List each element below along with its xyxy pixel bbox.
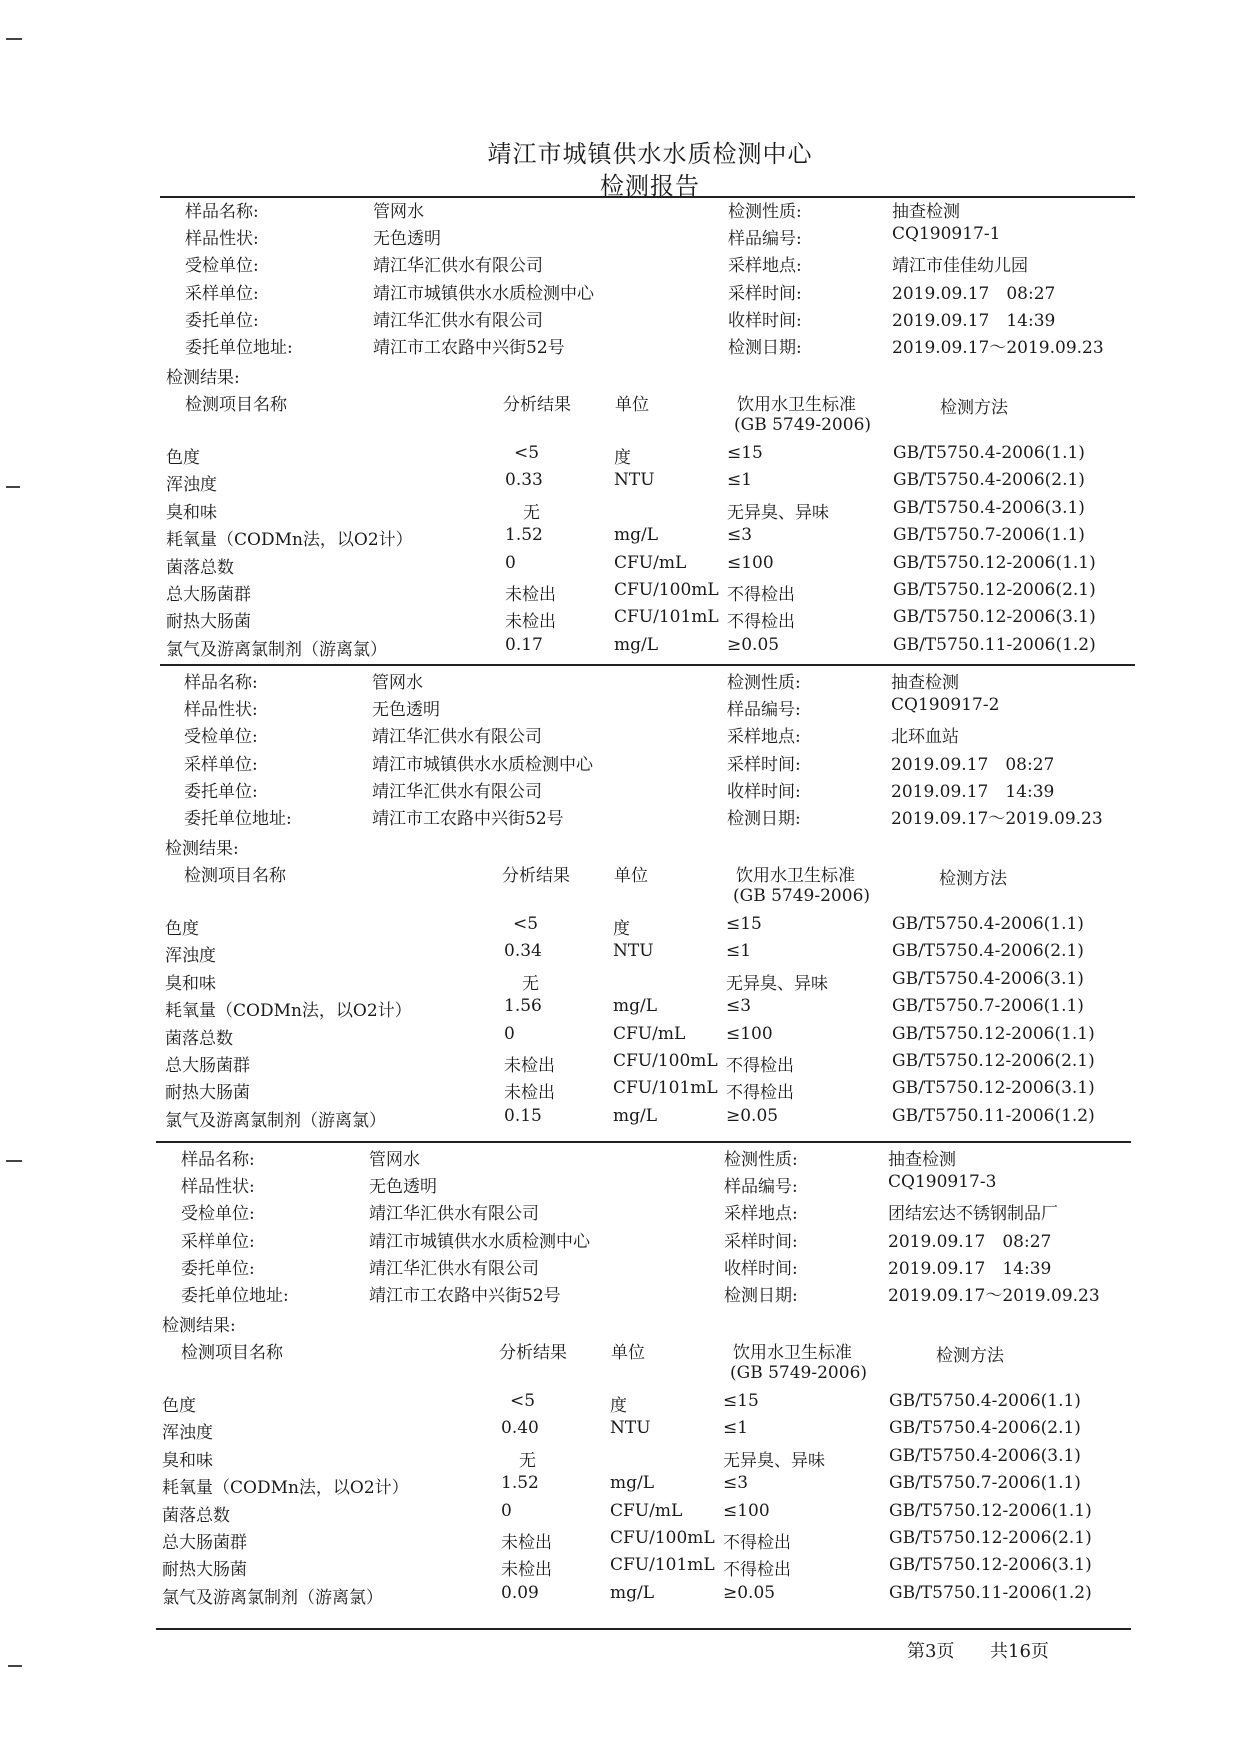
unit-value: CFU/101mL <box>614 607 719 627</box>
client-unit-label: 委托单位: <box>181 1259 255 1279</box>
result-value: 未检出 <box>501 1560 552 1580</box>
inspected-unit-label: 受检单位: <box>184 727 258 747</box>
result-value: 0.40 <box>501 1418 539 1438</box>
item-name: 氯气及游离氯制剂（游离氯） <box>166 640 387 660</box>
method-value: GB/T5750.4-2006(2.1) <box>892 941 1084 961</box>
method-value: GB/T5750.12-2006(1.1) <box>889 1501 1092 1521</box>
col-standard-ref: (GB 5749-2006) <box>733 886 871 906</box>
result-value: 0 <box>501 1501 512 1521</box>
standard-value: 无异臭、异味 <box>723 1451 825 1471</box>
result-row <box>0 941 1239 967</box>
results-label: 检测结果: <box>165 839 239 859</box>
item-name: 耗氧量（CODMn法，以O2计） <box>166 530 413 550</box>
inspected-unit-value: 靖江华汇供水有限公司 <box>373 256 543 276</box>
item-name: 总大肠菌群 <box>162 1533 247 1553</box>
method-value: GB/T5750.4-2006(3.1) <box>893 498 1085 518</box>
client-address-label: 委托单位地址: <box>184 809 292 829</box>
org-title: 靖江市城镇供水水质检测中心 <box>487 140 813 168</box>
col-item-header: 检测项目名称 <box>181 1343 283 1363</box>
sample-props-value: 无色透明 <box>373 229 441 249</box>
unit-value: 度 <box>614 448 631 468</box>
sample-section <box>0 668 1239 1138</box>
sample-name-value: 管网水 <box>372 673 423 693</box>
standard-value: 不得检出 <box>727 612 795 632</box>
item-name: 浑浊度 <box>165 946 216 966</box>
unit-value: CFU/101mL <box>613 1078 718 1098</box>
sampling-site-value: 靖江市佳佳幼儿园 <box>892 256 1028 276</box>
result-value: 1.52 <box>505 525 543 545</box>
sample-section <box>0 1145 1236 1615</box>
sample-name-label: 样品名称: <box>185 202 259 222</box>
result-row <box>0 1555 1236 1581</box>
sample-no-label: 样品编号: <box>727 700 801 720</box>
col-standard-header: 饮用水卫生标准 <box>737 395 856 415</box>
standard-value: 不得检出 <box>727 585 795 605</box>
scan-mark <box>6 486 20 488</box>
unit-value: mg/L <box>614 525 659 545</box>
item-name: 菌落总数 <box>162 1506 230 1526</box>
sample-name-value: 管网水 <box>369 1150 420 1170</box>
page-number: 第3页 <box>907 1641 955 1662</box>
unit-value: CFU/100mL <box>614 580 719 600</box>
method-value: GB/T5750.12-2006(1.1) <box>892 1024 1095 1044</box>
unit-value: CFU/100mL <box>613 1051 718 1071</box>
sampling-time-value: 2019.09.17 08:27 <box>888 1232 1052 1252</box>
result-row <box>0 1391 1236 1417</box>
standard-value: 无异臭、异味 <box>726 974 828 994</box>
sampling-site-label: 采样地点: <box>728 256 802 276</box>
result-row <box>0 1446 1236 1472</box>
unit-value: mg/L <box>613 996 658 1016</box>
method-value: GB/T5750.11-2006(1.2) <box>889 1583 1092 1603</box>
result-row <box>0 1106 1239 1132</box>
standard-value: 无异臭、异味 <box>727 503 829 523</box>
method-value: GB/T5750.12-2006(2.1) <box>893 580 1096 600</box>
test-type-label: 检测性质: <box>728 202 802 222</box>
unit-value: NTU <box>614 470 655 490</box>
receive-time-value: 2019.09.17 14:39 <box>891 782 1055 802</box>
col-item-header: 检测项目名称 <box>184 866 286 886</box>
col-standard-header: 饮用水卫生标准 <box>733 1343 852 1363</box>
method-value: GB/T5750.4-2006(3.1) <box>892 969 1084 989</box>
method-value: GB/T5750.4-2006(1.1) <box>892 914 1084 934</box>
client-address-label: 委托单位地址: <box>185 338 293 358</box>
result-value: 无 <box>523 503 540 523</box>
sampling-time-value: 2019.09.17 08:27 <box>892 284 1056 304</box>
result-row <box>0 1051 1239 1077</box>
col-unit-header: 单位 <box>614 866 648 886</box>
inspected-unit-value: 靖江华汇供水有限公司 <box>369 1204 539 1224</box>
sampling-time-value: 2019.09.17 08:27 <box>891 755 1055 775</box>
sampling-unit-value: 靖江市城镇供水水质检测中心 <box>369 1232 590 1252</box>
unit-value: mg/L <box>610 1473 655 1493</box>
method-value: GB/T5750.4-2006(1.1) <box>889 1391 1081 1411</box>
method-value: GB/T5750.4-2006(3.1) <box>889 1446 1081 1466</box>
receive-time-label: 收样时间: <box>727 782 801 802</box>
col-item-header: 检测项目名称 <box>185 395 287 415</box>
scan-mark <box>8 1665 22 1667</box>
col-standard-ref: (GB 5749-2006) <box>734 415 872 435</box>
col-standard-ref: (GB 5749-2006) <box>730 1363 868 1383</box>
section-divider-2 <box>156 1141 1131 1143</box>
sample-props-label: 样品性状: <box>185 229 259 249</box>
inspected-unit-label: 受检单位: <box>181 1204 255 1224</box>
method-value: GB/T5750.12-2006(2.1) <box>889 1528 1092 1548</box>
result-row <box>0 1501 1236 1527</box>
result-row <box>0 498 1240 524</box>
result-value: 0.15 <box>504 1106 542 1126</box>
standard-value: ≤15 <box>723 1391 759 1411</box>
standard-value: ≥0.05 <box>723 1583 776 1603</box>
result-value: 1.56 <box>504 996 542 1016</box>
receive-time-label: 收样时间: <box>724 1259 798 1279</box>
result-row <box>0 525 1240 551</box>
client-address-value: 靖江市工农路中兴街52号 <box>373 338 565 358</box>
standard-value: 不得检出 <box>723 1560 791 1580</box>
unit-value: mg/L <box>614 635 659 655</box>
sampling-site-value: 北环血站 <box>891 727 959 747</box>
result-value: 0.17 <box>505 635 543 655</box>
result-row <box>0 1024 1239 1050</box>
standard-value: 不得检出 <box>726 1083 794 1103</box>
sample-name-label: 样品名称: <box>184 673 258 693</box>
result-row <box>0 1418 1236 1444</box>
sampling-site-label: 采样地点: <box>724 1204 798 1224</box>
page-total: 共16页 <box>990 1641 1049 1662</box>
item-name: 色度 <box>162 1396 196 1416</box>
unit-value: CFU/mL <box>613 1024 686 1044</box>
standard-value: ≤1 <box>723 1418 749 1438</box>
test-date-value: 2019.09.17～2019.09.23 <box>891 809 1103 829</box>
item-name: 耗氧量（CODMn法，以O2计） <box>162 1478 409 1498</box>
results-label: 检测结果: <box>166 368 240 388</box>
standard-value: ≤100 <box>727 553 774 573</box>
unit-value: mg/L <box>610 1583 655 1603</box>
sampling-unit-label: 采样单位: <box>185 284 259 304</box>
col-standard-header: 饮用水卫生标准 <box>736 866 855 886</box>
item-name: 菌落总数 <box>166 558 234 578</box>
result-row <box>0 1473 1236 1499</box>
unit-value: 度 <box>610 1396 627 1416</box>
item-name: 浑浊度 <box>166 475 217 495</box>
sampling-unit-value: 靖江市城镇供水水质检测中心 <box>372 755 593 775</box>
test-date-label: 检测日期: <box>724 1286 798 1306</box>
item-name: 耐热大肠菌 <box>166 612 251 632</box>
result-value: 1.52 <box>501 1473 539 1493</box>
standard-value: ≥0.05 <box>726 1106 779 1126</box>
client-unit-label: 委托单位: <box>184 782 258 802</box>
test-date-label: 检测日期: <box>728 338 802 358</box>
sampling-time-label: 采样时间: <box>724 1232 798 1252</box>
test-type-value: 抽查检测 <box>888 1150 956 1170</box>
client-address-label: 委托单位地址: <box>181 1286 289 1306</box>
method-value: GB/T5750.12-2006(3.1) <box>889 1555 1092 1575</box>
item-name: 耐热大肠菌 <box>162 1560 247 1580</box>
method-value: GB/T5750.11-2006(1.2) <box>893 635 1096 655</box>
col-method-header: 检测方法 <box>936 1346 1004 1366</box>
method-value: GB/T5750.11-2006(1.2) <box>892 1106 1095 1126</box>
sample-section <box>0 197 1240 667</box>
result-row <box>0 914 1239 940</box>
method-value: GB/T5750.7-2006(1.1) <box>893 525 1085 545</box>
client-address-value: 靖江市工农路中兴街52号 <box>372 809 564 829</box>
method-value: GB/T5750.7-2006(1.1) <box>889 1473 1081 1493</box>
sample-no-label: 样品编号: <box>724 1177 798 1197</box>
col-method-header: 检测方法 <box>939 869 1007 889</box>
result-value: <5 <box>514 443 540 463</box>
item-name: 氯气及游离氯制剂（游离氯） <box>162 1588 383 1608</box>
sample-name-label: 样品名称: <box>181 1150 255 1170</box>
standard-value: ≤15 <box>726 914 762 934</box>
sample-no-value: CQ190917-3 <box>888 1172 997 1192</box>
item-name: 臭和味 <box>162 1451 213 1471</box>
test-type-label: 检测性质: <box>727 673 801 693</box>
method-value: GB/T5750.7-2006(1.1) <box>892 996 1084 1016</box>
unit-value: CFU/mL <box>610 1501 683 1521</box>
item-name: 臭和味 <box>166 503 217 523</box>
result-value: <5 <box>510 1391 536 1411</box>
result-value: 未检出 <box>504 1056 555 1076</box>
sampling-time-label: 采样时间: <box>727 755 801 775</box>
standard-value: ≤1 <box>727 470 753 490</box>
standard-value: ≤100 <box>726 1024 773 1044</box>
unit-value: NTU <box>613 941 654 961</box>
test-date-value: 2019.09.17～2019.09.23 <box>888 1286 1100 1306</box>
inspected-unit-value: 靖江华汇供水有限公司 <box>372 727 542 747</box>
receive-time-value: 2019.09.17 14:39 <box>892 311 1056 331</box>
result-row <box>0 635 1240 661</box>
unit-value: CFU/100mL <box>610 1528 715 1548</box>
item-name: 耐热大肠菌 <box>165 1083 250 1103</box>
result-value: 0 <box>504 1024 515 1044</box>
result-row <box>0 470 1240 496</box>
result-value: <5 <box>513 914 539 934</box>
sample-name-value: 管网水 <box>373 202 424 222</box>
result-value: 无 <box>519 1451 536 1471</box>
item-name: 浑浊度 <box>162 1423 213 1443</box>
sampling-time-label: 采样时间: <box>728 284 802 304</box>
test-type-label: 检测性质: <box>724 1150 798 1170</box>
client-unit-label: 委托单位: <box>185 311 259 331</box>
sample-props-label: 样品性状: <box>184 700 258 720</box>
sampling-site-label: 采样地点: <box>727 727 801 747</box>
standard-value: 不得检出 <box>723 1533 791 1553</box>
sample-props-value: 无色透明 <box>372 700 440 720</box>
result-value: 0 <box>505 553 516 573</box>
standard-value: 不得检出 <box>726 1056 794 1076</box>
col-result-header: 分析结果 <box>503 395 571 415</box>
unit-value: CFU/101mL <box>610 1555 715 1575</box>
inspected-unit-label: 受检单位: <box>185 256 259 276</box>
col-unit-header: 单位 <box>615 395 649 415</box>
item-name: 总大肠菌群 <box>165 1056 250 1076</box>
col-unit-header: 单位 <box>611 1343 645 1363</box>
item-name: 臭和味 <box>165 974 216 994</box>
result-row <box>0 607 1240 633</box>
unit-value: NTU <box>610 1418 651 1438</box>
sample-props-value: 无色透明 <box>369 1177 437 1197</box>
client-unit-value: 靖江华汇供水有限公司 <box>369 1259 539 1279</box>
result-value: 0.34 <box>504 941 542 961</box>
result-value: 0.09 <box>501 1583 539 1603</box>
result-row <box>0 996 1239 1022</box>
col-result-header: 分析结果 <box>502 866 570 886</box>
result-row <box>0 443 1240 469</box>
test-type-value: 抽查检测 <box>891 673 959 693</box>
method-value: GB/T5750.4-2006(2.1) <box>889 1418 1081 1438</box>
client-unit-value: 靖江华汇供水有限公司 <box>372 782 542 802</box>
standard-value: ≤3 <box>727 525 753 545</box>
method-value: GB/T5750.12-2006(1.1) <box>893 553 1096 573</box>
sample-no-value: CQ190917-1 <box>892 224 1001 244</box>
sample-no-value: CQ190917-2 <box>891 695 1000 715</box>
result-value: 未检出 <box>501 1533 552 1553</box>
col-result-header: 分析结果 <box>499 1343 567 1363</box>
method-value: GB/T5750.12-2006(3.1) <box>892 1078 1095 1098</box>
result-row <box>0 969 1239 995</box>
unit-value: 度 <box>613 919 630 939</box>
item-name: 色度 <box>165 919 199 939</box>
result-value: 无 <box>522 974 539 994</box>
standard-value: ≤3 <box>726 996 752 1016</box>
result-row <box>0 1583 1236 1609</box>
results-label: 检测结果: <box>162 1316 236 1336</box>
item-name: 耗氧量（CODMn法，以O2计） <box>165 1001 412 1021</box>
result-value: 未检出 <box>505 612 556 632</box>
standard-value: ≤15 <box>727 443 763 463</box>
result-value: 未检出 <box>504 1083 555 1103</box>
item-name: 色度 <box>166 448 200 468</box>
item-name: 氯气及游离氯制剂（游离氯） <box>165 1111 386 1131</box>
standard-value: ≤3 <box>723 1473 749 1493</box>
result-row <box>0 1078 1239 1104</box>
receive-time-value: 2019.09.17 14:39 <box>888 1259 1052 1279</box>
standard-value: ≤100 <box>723 1501 770 1521</box>
sampling-site-value: 团结宏达不锈钢制品厂 <box>888 1204 1058 1224</box>
scan-mark <box>6 1160 22 1162</box>
scan-mark <box>6 38 22 40</box>
result-row <box>0 1528 1236 1554</box>
test-date-label: 检测日期: <box>727 809 801 829</box>
method-value: GB/T5750.12-2006(2.1) <box>892 1051 1095 1071</box>
item-name: 总大肠菌群 <box>166 585 251 605</box>
sample-no-label: 样品编号: <box>728 229 802 249</box>
sampling-unit-label: 采样单位: <box>181 1232 255 1252</box>
sampling-unit-value: 靖江市城镇供水水质检测中心 <box>373 284 594 304</box>
method-value: GB/T5750.4-2006(1.1) <box>893 443 1085 463</box>
report-title: 检测报告 <box>600 172 700 200</box>
test-date-value: 2019.09.17～2019.09.23 <box>892 338 1104 358</box>
result-value: 0.33 <box>505 470 543 490</box>
method-value: GB/T5750.4-2006(2.1) <box>893 470 1085 490</box>
unit-value: mg/L <box>613 1106 658 1126</box>
result-row <box>0 580 1240 606</box>
unit-value: CFU/mL <box>614 553 687 573</box>
sampling-unit-label: 采样单位: <box>184 755 258 775</box>
test-type-value: 抽查检测 <box>892 202 960 222</box>
client-address-value: 靖江市工农路中兴街52号 <box>369 1286 561 1306</box>
standard-value: ≤1 <box>726 941 752 961</box>
result-row <box>0 553 1240 579</box>
item-name: 菌落总数 <box>165 1029 233 1049</box>
client-unit-value: 靖江华汇供水有限公司 <box>373 311 543 331</box>
sample-props-label: 样品性状: <box>181 1177 255 1197</box>
standard-value: ≥0.05 <box>727 635 780 655</box>
result-value: 未检出 <box>505 585 556 605</box>
method-value: GB/T5750.12-2006(3.1) <box>893 607 1096 627</box>
col-method-header: 检测方法 <box>940 398 1008 418</box>
bottom-rule <box>156 1628 1131 1630</box>
receive-time-label: 收样时间: <box>728 311 802 331</box>
